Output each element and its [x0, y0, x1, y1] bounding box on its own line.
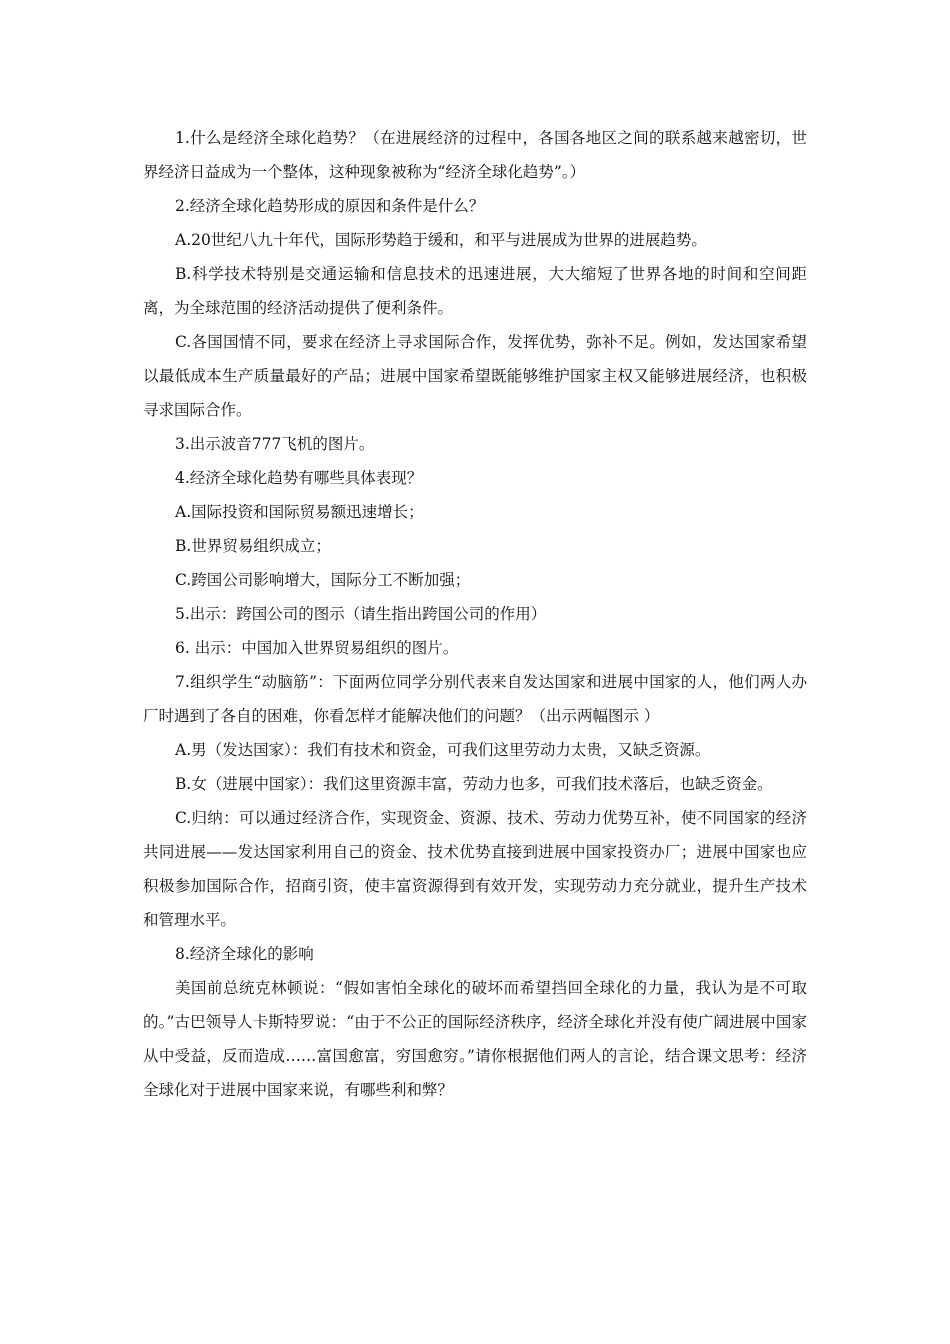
paragraph-answer-2b: B.科学技术特别是交通运输和信息技术的迅速进展，大大缩短了世界各地的时间和空间距离，为全球范围的经济活动提供了便利条件。: [143, 265, 807, 317]
paragraph-item-7: 7.组织学生“动脑筋”：下面两位同学分别代表来自发达国家和进展中国家的人，他们两人办厂时遇到了各自的困难，你看怎样才能解决他们的问题？（出示两幅图示 ）: [143, 673, 807, 725]
paragraph-item-3: 3.出示波音777飞机的图片。: [175, 435, 375, 453]
paragraph-answer-7c: C.归纳：可以通过经济合作，实现资金、资源、技术、劳动力优势互补，使不同国家的经济共同进展——发达国家利用自己的资金、技术优势直接到进展中国家投资办厂；进展中国家也应积极参加国际合作，招商引资，使丰富资源得到有效开发，实现劳动力充分就业，提升生产技术和管理水平。: [143, 809, 807, 929]
document-body: [143, 121, 807, 1107]
paragraph-answer-4a: A.国际投资和国际贸易额迅速增长；: [175, 503, 424, 521]
paragraph-answer-2a: A.20世纪八九十年代，国际形势趋于缓和，和平与进展成为世界的进展趋势。: [175, 231, 707, 249]
paragraph-answer-7a: A.男（发达国家）：我们有技术和资金，可我们这里劳动力太贵，又缺乏资源。: [175, 741, 711, 759]
paragraph-question-2: 2.经济全球化趋势形成的原因和条件是什么？: [175, 197, 485, 215]
paragraph-question-1: 1.什么是经济全球化趋势？（在进展经济的过程中，各国各地区之间的联系越来越密切，世界经济日益成为一个整体，这种现象被称为“经济全球化趋势”。）: [143, 129, 807, 181]
paragraph-answer-4c: C.跨国公司影响增大，国际分工不断加强；: [175, 571, 471, 589]
paragraph-answer-2c: C.各国国情不同，要求在经济上寻求国际合作，发挥优势，弥补不足。例如，发达国家希望以最低成本生产质量最好的产品；进展中国家希望既能够维护国家主权又能够进展经济，也积极寻求国际合作。: [143, 333, 807, 419]
paragraph-answer-4b: B.世界贸易组织成立；: [175, 537, 331, 555]
paragraph-answer-7b: B.女（进展中国家）：我们这里资源丰富，劳动力也多，可我们技术落后，也缺乏资金。: [175, 775, 773, 793]
paragraph-heading-8: 8.经济全球化的影响: [175, 945, 314, 963]
paragraph-item-5: 5.出示：跨国公司的图示（请生指出跨国公司的作用）: [175, 605, 547, 623]
paragraph-item-6: 6. 出示：中国加入世界贸易组织的图片。: [175, 639, 459, 657]
paragraph-question-4: 4.经济全球化趋势有哪些具体表现？: [175, 469, 423, 487]
paragraph-quote-8: 美国前总统克林顿说：“假如害怕全球化的破坏而希望挡回全球化的力量，我认为是不可取的。”古巴领导人卡斯特罗说：“由于不公正的国际经济秩序，经济全球化并没有使广阔进展中国家从中受益，反而造成……富国愈富，穷国愈穷。”请你根据他们两人的言论，结合课文思考：经济全球化对于进展中国家来说，有哪些利和弊？: [143, 979, 807, 1099]
